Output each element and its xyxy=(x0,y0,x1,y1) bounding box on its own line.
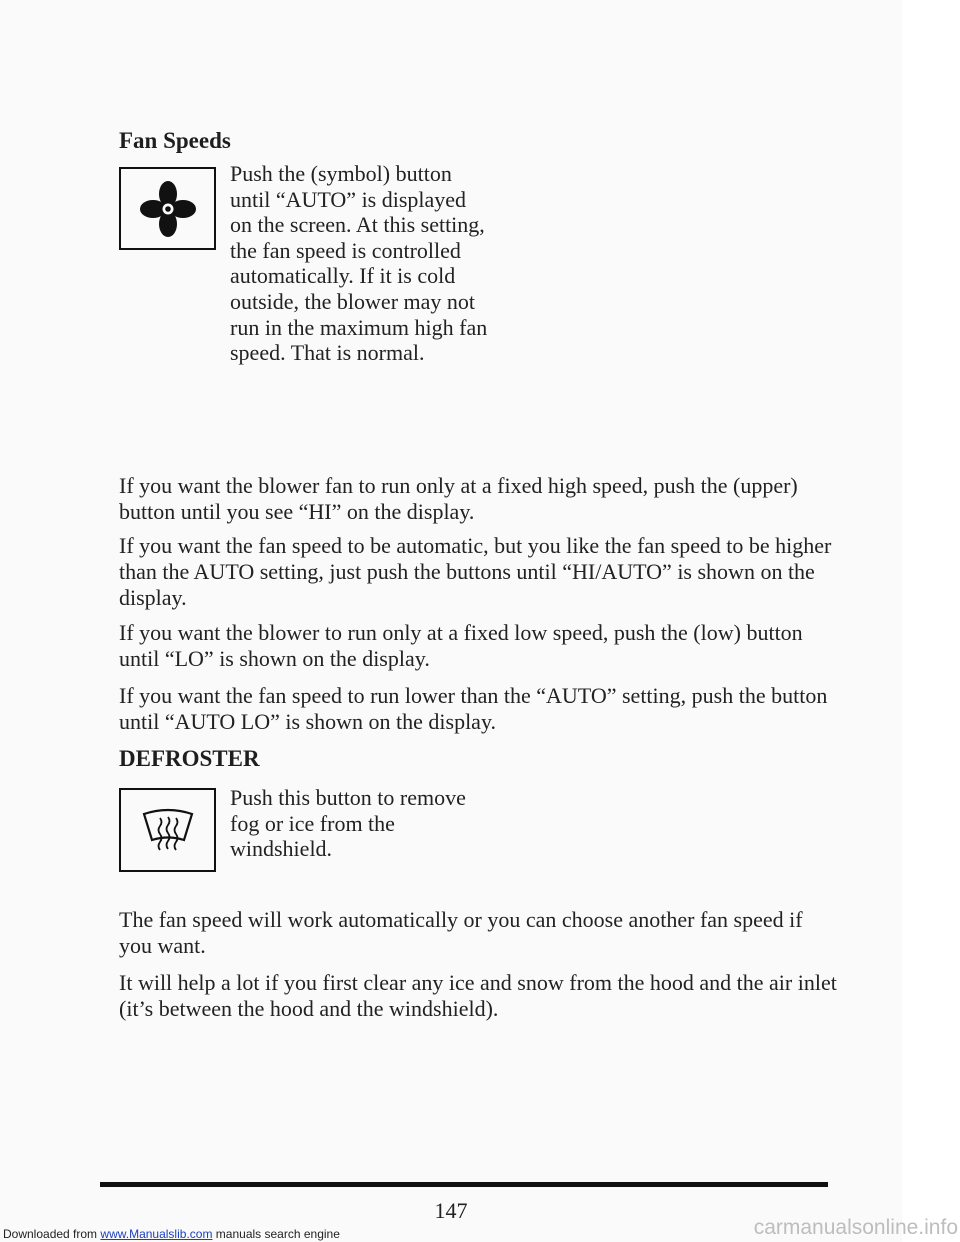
fan-button-box xyxy=(119,167,216,250)
footer-rule xyxy=(100,1182,828,1187)
paragraph-fixed-low: If you want the blower to run only at a fixed low speed, push the (low) button until “LO” is shown on the display. xyxy=(119,620,803,671)
paragraph-defroster-fan: The fan speed will work automatically or you can choose another fan speed if you want. xyxy=(119,907,803,958)
watermark-prefix: Downloaded from xyxy=(3,1227,98,1241)
fan-icon xyxy=(138,179,198,239)
manualslib-link[interactable]: www.Manualslib.com xyxy=(100,1227,213,1241)
watermark-suffix: manuals search engine xyxy=(215,1227,340,1241)
paragraph-fixed-high: If you want the blower fan to run only at a fixed high speed, push the (upper) button until you see “HI” on the display. xyxy=(119,473,798,524)
windshield-defroster-icon xyxy=(140,808,196,852)
paragraph-hi-auto: If you want the fan speed to be automatic, but you like the fan speed to be higher than the AUTO setting, just push the buttons until “HI/AUTO” is shown on the display. xyxy=(119,533,832,610)
fan-speeds-heading: Fan Speeds xyxy=(119,128,231,153)
site-watermark: carmanualsonline.info xyxy=(753,1216,958,1239)
defroster-description: Push this button to remove fog or ice from the windshield. xyxy=(230,785,466,862)
fan-speeds-description: Push the (symbol) button until “AUTO” is displayed on the screen. At this setting, the fan speed is controlled automatically. If it is cold outside, the blower may not run in the maximum high fan speed. That is normal. xyxy=(230,161,488,366)
paragraph-auto-lo: If you want the fan speed to run lower than the “AUTO” setting, push the button until “AUTO LO” is shown on the display. xyxy=(119,683,828,734)
paragraph-air-inlet: It will help a lot if you first clear any ice and snow from the hood and the air inlet (it’s between the hood and the windshield). xyxy=(119,970,837,1021)
page-number: 147 xyxy=(434,1198,468,1223)
defroster-button-box xyxy=(119,788,216,872)
download-watermark xyxy=(3,1227,340,1241)
defroster-heading: DEFROSTER xyxy=(119,746,260,771)
